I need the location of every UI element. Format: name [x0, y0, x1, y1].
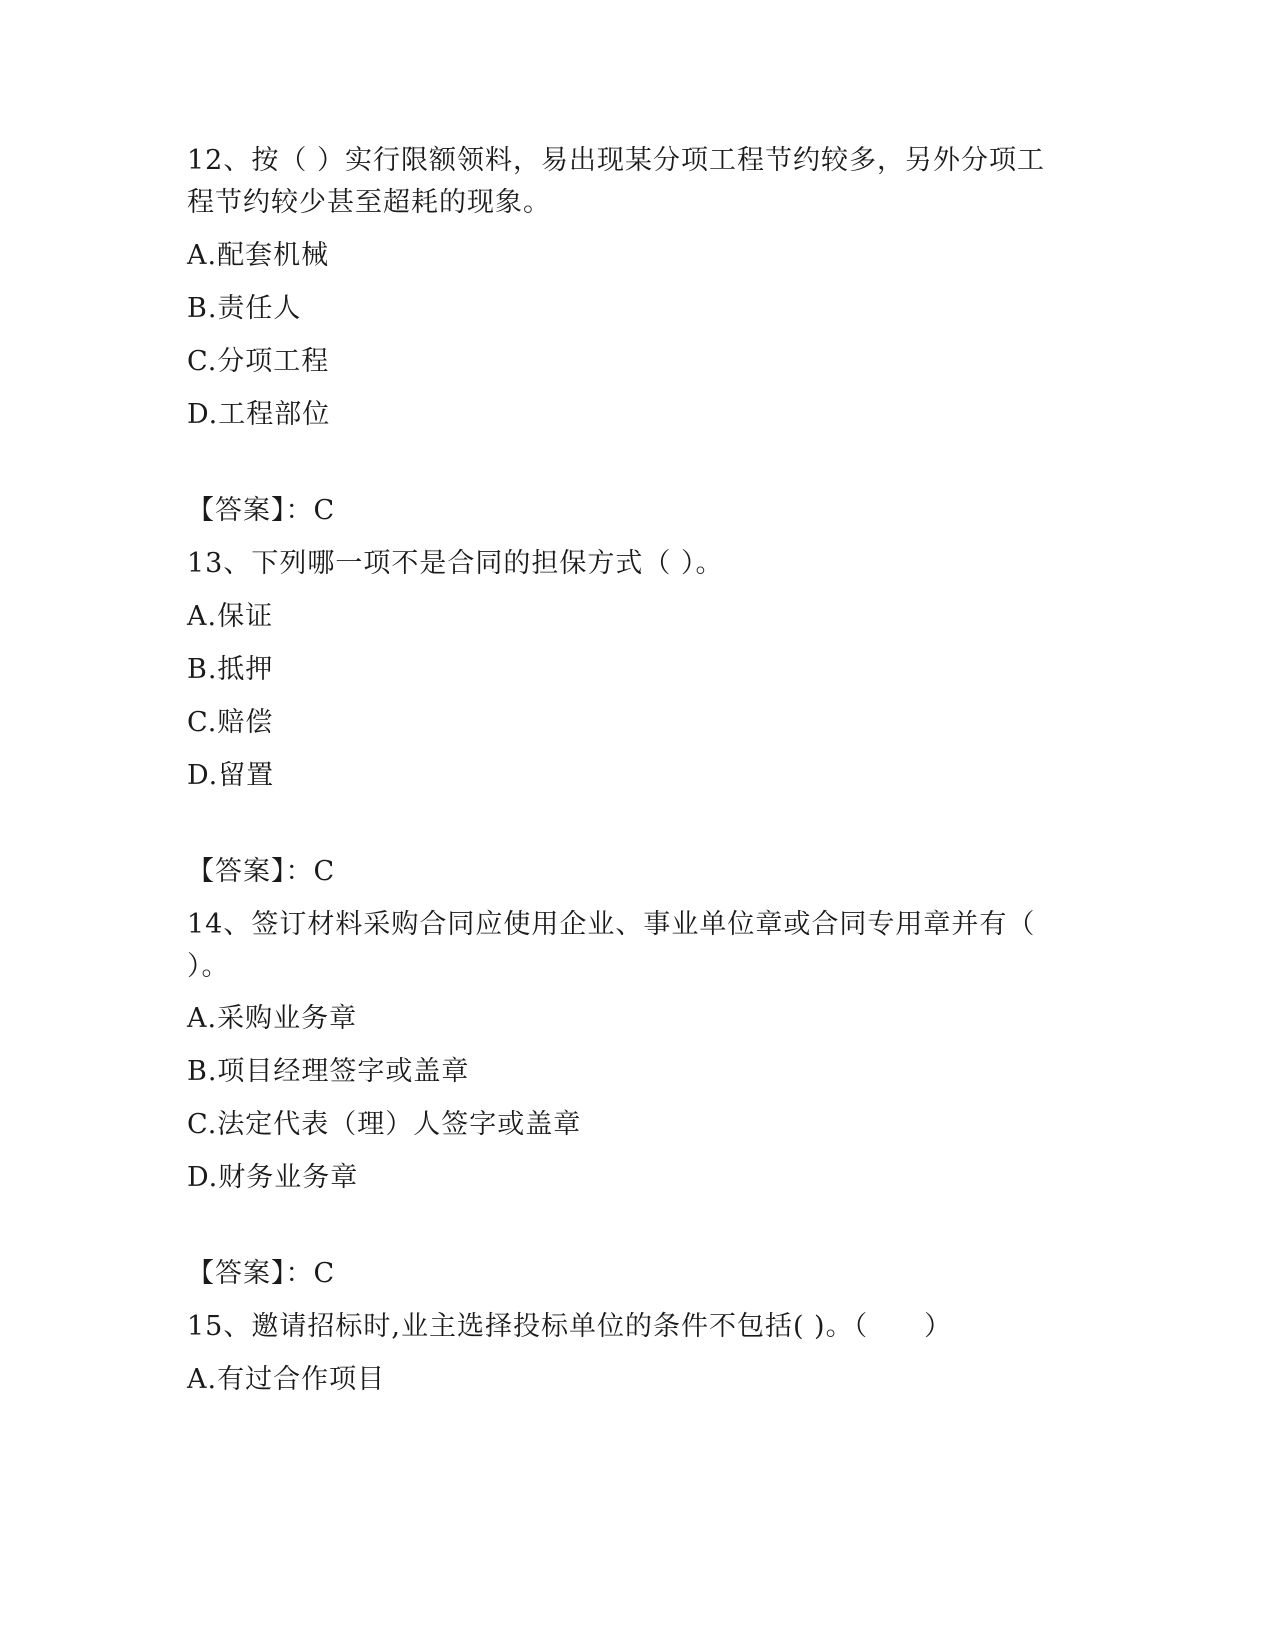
- question-stem-line: 12、按（ ）实行限额领料，易出现某分项工程节约较多，另外分项工: [187, 145, 1045, 176]
- question-stem-line: 13、下列哪一项不是合同的担保方式（ ）。: [187, 548, 724, 579]
- question-stem-line: ）。: [187, 951, 230, 982]
- question-stem-line: 程节约较少甚至超耗的现象。: [187, 187, 551, 218]
- answer-label: 【答案】：C: [187, 495, 336, 526]
- option-d: D.工程部位: [187, 399, 331, 430]
- answer-label: 【答案】：C: [187, 856, 336, 887]
- option-b: B.项目经理签字或盖章: [187, 1056, 470, 1087]
- option-c: C.法定代表（理）人签字或盖章: [187, 1109, 582, 1140]
- option-b: B.抵押: [187, 654, 274, 685]
- option-a: A.有过合作项目: [187, 1364, 386, 1395]
- option-a: A.保证: [187, 601, 274, 632]
- option-d: D.留置: [187, 760, 275, 791]
- option-c: C.赔偿: [187, 707, 274, 738]
- option-d: D.财务业务章: [187, 1162, 359, 1193]
- question-stem-line: 15、邀请招标时,业主选择投标单位的条件不包括( )。（ ）: [187, 1311, 953, 1342]
- option-a: A.配套机械: [187, 240, 330, 271]
- answer-label: 【答案】：C: [187, 1258, 336, 1289]
- option-c: C.分项工程: [187, 346, 330, 377]
- option-a: A.采购业务章: [187, 1003, 358, 1034]
- option-b: B.责任人: [187, 293, 302, 324]
- question-stem-line: 14、签订材料采购合同应使用企业、事业单位章或合同专用章并有（: [187, 909, 1036, 940]
